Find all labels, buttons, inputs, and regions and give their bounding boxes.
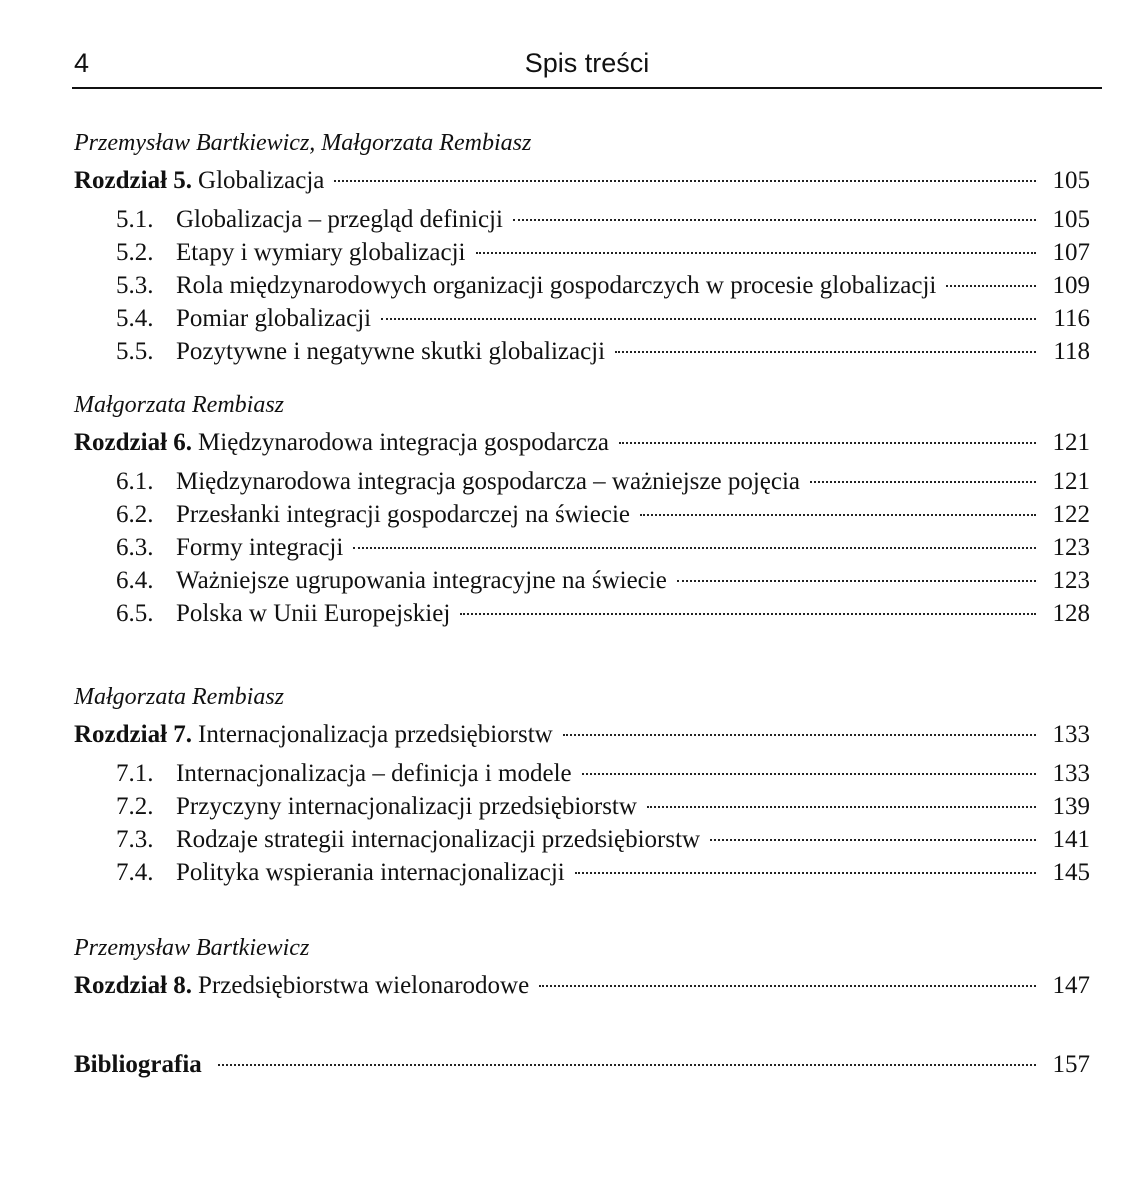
toc-section-chapter-5 <box>74 126 1090 368</box>
page-ref: 109 <box>1052 272 1090 299</box>
chapter-author: Małgorzata Rembiasz <box>74 684 284 710</box>
dot-leader <box>218 1064 1036 1066</box>
dot-leader <box>539 985 1036 987</box>
chapter-label: Rozdział 7. <box>74 721 193 748</box>
page-ref: 122 <box>1052 501 1090 528</box>
subsection-number: 5.5. <box>116 338 154 365</box>
toc-entry[interactable] <box>74 757 1090 790</box>
subsection-number: 6.4. <box>116 567 154 594</box>
page-ref: 123 <box>1052 534 1090 561</box>
subsection-title: Etapy i wymiary globalizacji <box>176 239 466 266</box>
subsection-number: 7.1. <box>116 760 154 787</box>
dot-leader <box>946 285 1036 287</box>
page-ref: 105 <box>1052 206 1090 233</box>
page-ref: 133 <box>1052 760 1090 787</box>
toc-entry[interactable] <box>74 236 1090 269</box>
toc-section-chapter-7 <box>74 680 1090 889</box>
chapter-title: Globalizacja <box>198 167 325 194</box>
bibliography-label: Bibliografia <box>74 1051 202 1078</box>
toc-entry[interactable] <box>74 269 1090 302</box>
page-ref: 107 <box>1052 239 1090 266</box>
toc-entry[interactable] <box>74 302 1090 335</box>
subsection-title: Ważniejsze ugrupowania integracyjne na świecie <box>176 567 667 594</box>
subsection-title: Przyczyny internacjonalizacji przedsiębiorstw <box>176 793 637 820</box>
toc-section-chapter-6 <box>74 388 1090 630</box>
page-ref: 121 <box>1052 468 1090 495</box>
dot-leader <box>582 773 1036 775</box>
dot-leader <box>575 872 1036 874</box>
subsection-title: Międzynarodowa integracja gospodarcza – ważniejsze pojęcia <box>176 468 801 495</box>
page-ref: 157 <box>1052 1051 1090 1078</box>
subsection-title: Globalizacja – przegląd definicji <box>176 206 503 233</box>
chapter-label: Rozdział 8. <box>74 972 193 999</box>
subsection-number: 6.2. <box>116 501 154 528</box>
page-ref: 133 <box>1052 721 1090 748</box>
toc-entry[interactable] <box>74 790 1090 823</box>
dot-leader <box>563 734 1036 736</box>
subsection-number: 5.3. <box>116 272 154 299</box>
page-ref: 105 <box>1052 167 1090 194</box>
toc-entry[interactable] <box>74 335 1090 368</box>
dot-leader <box>677 580 1036 582</box>
subsection-title: Pomiar globalizacji <box>176 305 372 332</box>
chapter-author: Przemysław Bartkiewicz <box>74 935 310 961</box>
chapter-author: Małgorzata Rembiasz <box>74 392 284 418</box>
dot-leader <box>810 481 1036 483</box>
dot-leader <box>353 547 1036 549</box>
chapter-title: Przedsiębiorstwa wielonarodowe <box>198 972 530 999</box>
dot-leader <box>640 514 1036 516</box>
chapter-author: Przemysław Bartkiewicz, Małgorzata Rembiasz <box>74 130 532 156</box>
page-ref: 139 <box>1052 793 1090 820</box>
toc-entry[interactable] <box>74 856 1090 889</box>
toc-section-chapter-8 <box>74 931 1090 1002</box>
toc-entry[interactable] <box>74 203 1090 236</box>
toc-entry-chapter[interactable] <box>74 969 1090 1002</box>
subsection-number: 7.2. <box>116 793 154 820</box>
dot-leader <box>460 613 1036 615</box>
header-rule <box>72 87 1102 89</box>
toc-entry[interactable] <box>74 531 1090 564</box>
subsection-title: Przesłanki integracji gospodarczej na świecie <box>176 501 630 528</box>
toc-entry[interactable] <box>74 823 1090 856</box>
subsection-title: Polityka wspierania internacjonalizacji <box>176 859 565 886</box>
dot-leader <box>710 839 1036 841</box>
subsection-number: 7.4. <box>116 859 154 886</box>
dot-leader <box>615 351 1036 353</box>
page-ref: 123 <box>1052 567 1090 594</box>
dot-leader <box>513 219 1036 221</box>
toc-entry-chapter[interactable] <box>74 718 1090 751</box>
subsection-number: 7.3. <box>116 826 154 853</box>
toc-entry[interactable] <box>74 465 1090 498</box>
subsection-number: 6.1. <box>116 468 154 495</box>
subsection-title: Internacjonalizacja – definicja i modele <box>176 760 572 787</box>
dot-leader <box>619 442 1036 444</box>
page-header <box>72 44 1102 84</box>
subsection-title: Polska w Unii Europejskiej <box>176 600 451 627</box>
toc-entry[interactable] <box>74 564 1090 597</box>
toc-entry-bibliography[interactable] <box>74 1048 1090 1081</box>
running-title: Spis treści <box>524 48 650 78</box>
dot-leader <box>334 180 1036 182</box>
page-number: 4 <box>74 48 90 78</box>
subsection-number: 5.1. <box>116 206 154 233</box>
toc-entry[interactable] <box>74 498 1090 531</box>
page-ref: 116 <box>1053 305 1090 332</box>
page-ref: 118 <box>1053 338 1090 365</box>
chapter-title: Internacjonalizacja przedsiębiorstw <box>198 721 553 748</box>
page-ref: 128 <box>1052 600 1090 627</box>
page-ref: 147 <box>1052 972 1090 999</box>
subsection-title: Pozytywne i negatywne skutki globalizacji <box>176 338 606 365</box>
chapter-label: Rozdział 5. <box>74 167 193 194</box>
table-of-contents <box>74 126 1090 1087</box>
subsection-number: 5.2. <box>116 239 154 266</box>
page-ref: 145 <box>1052 859 1090 886</box>
subsection-title: Rodzaje strategii internacjonalizacji przedsiębiorstw <box>176 826 701 853</box>
subsection-number: 6.5. <box>116 600 154 627</box>
subsection-title: Formy integracji <box>176 534 344 561</box>
toc-entry[interactable] <box>74 597 1090 630</box>
dot-leader <box>381 318 1036 320</box>
toc-entry-chapter[interactable] <box>74 426 1090 459</box>
page-ref: 121 <box>1052 429 1090 456</box>
toc-entry-chapter[interactable] <box>74 164 1090 197</box>
subsection-number: 6.3. <box>116 534 154 561</box>
dot-leader <box>647 806 1036 808</box>
dot-leader <box>476 252 1037 254</box>
page-ref: 141 <box>1052 826 1090 853</box>
chapter-label: Rozdział 6. <box>74 429 193 456</box>
subsection-title: Rola międzynarodowych organizacji gospodarczych w procesie globalizacji <box>176 272 937 299</box>
chapter-title: Międzynarodowa integracja gospodarcza <box>198 429 609 456</box>
subsection-number: 5.4. <box>116 305 154 332</box>
